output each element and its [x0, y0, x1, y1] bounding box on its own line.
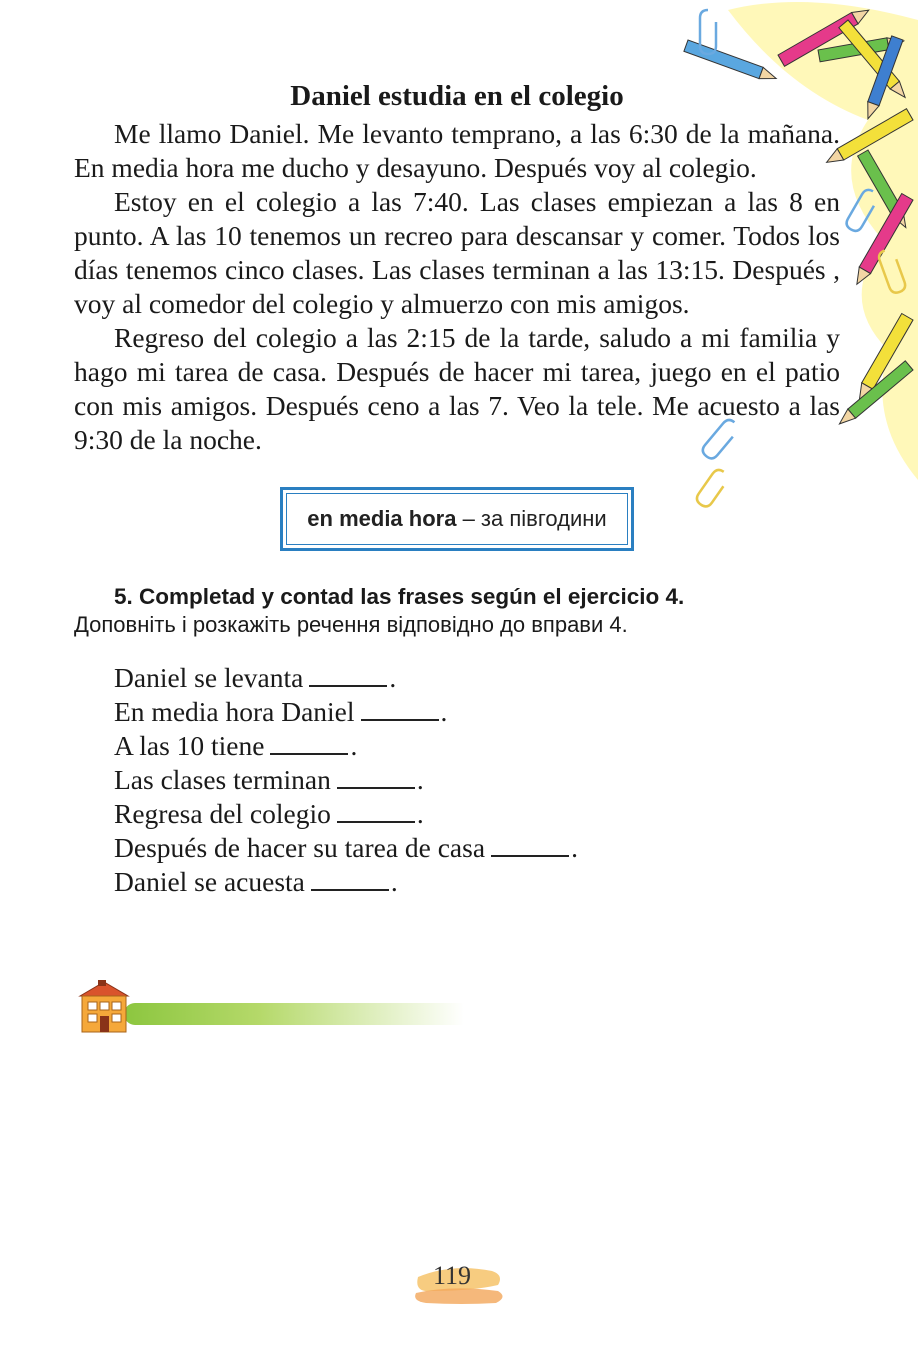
sentence-item [114, 729, 840, 763]
answer-blank[interactable] [311, 867, 389, 891]
vocab-translation: – за півгодини [456, 506, 607, 531]
school-house-icon [76, 980, 156, 1035]
answer-blank[interactable] [491, 833, 569, 857]
exercise-5 [74, 583, 840, 899]
page-content [74, 80, 840, 899]
exercise-title: 5. Completad y contad las frases según el ejercicio 4. [114, 584, 685, 609]
sentence-item [114, 865, 840, 899]
sentence-end: . [390, 866, 398, 897]
sentence-text: Regresa del colegio [114, 798, 331, 829]
sentence-text: Las clases terminan [114, 764, 331, 795]
sentence-item [114, 763, 840, 797]
answer-blank[interactable] [309, 663, 387, 687]
page-number-area [412, 1255, 512, 1315]
sentence-text: Después de hacer su tarea de casa [114, 832, 486, 863]
answer-blank[interactable] [270, 731, 348, 755]
sentence-item [114, 661, 840, 695]
answer-blank[interactable] [337, 799, 415, 823]
sentence-item [114, 695, 840, 729]
paragraph-2: Estoy en el colegio a las 7:40. Las clases empiezan a las 8 en punto. A las 10 tenemos un recreo para descansar y comer. Todos los días tenemos cinco clases. Las clases terminan a las 13:15. Después , voy al comedor del colegio y almuerzo con mis amigos. [74, 186, 840, 319]
sentence-text: A las 10 tiene [114, 730, 265, 761]
green-gradient-bar [124, 1003, 464, 1025]
sentence-end: . [440, 696, 448, 727]
sentence-item [114, 797, 840, 831]
sentence-end: . [416, 764, 424, 795]
sentence-item [114, 831, 840, 865]
exercise-subtitle: Доповніть і розкажіть речення відповідно до вправи 4. [74, 612, 628, 637]
section-footer-decoration [76, 980, 466, 1035]
sentence-text: Daniel se levanta [114, 662, 304, 693]
page-title: Daniel estudia en el colegio [290, 80, 624, 112]
sentence-end: . [350, 730, 358, 761]
sentence-list [74, 661, 840, 899]
sentence-end: . [389, 662, 397, 693]
vocab-box [280, 487, 633, 551]
vocab-box-inner [286, 493, 627, 545]
page-number: 119 [432, 1261, 472, 1290]
vocab-term: en media hora [307, 506, 457, 531]
sentence-text: Daniel se acuesta [114, 866, 305, 897]
sentence-end: . [416, 798, 424, 829]
vocab-box-wrapper [74, 487, 840, 551]
paragraph-3: Regreso del colegio a las 2:15 de la tarde, saludo a mi familia y hago mi tarea de casa. Después de hacer mi tarea, juego en el patio con mis amigos. Después ceno a las 7. Veo la tele. Me acuesto a las 9:30 de la noche. [74, 322, 840, 455]
answer-blank[interactable] [337, 765, 415, 789]
sentence-text: En media hora Daniel [114, 696, 355, 727]
paragraph-1: Me llamo Daniel. Me levanto temprano, a las 6:30 de la mañana. En media hora me ducho y desayuno. Después voy al colegio. [74, 118, 840, 183]
answer-blank[interactable] [361, 697, 439, 721]
sentence-end: . [571, 832, 578, 863]
